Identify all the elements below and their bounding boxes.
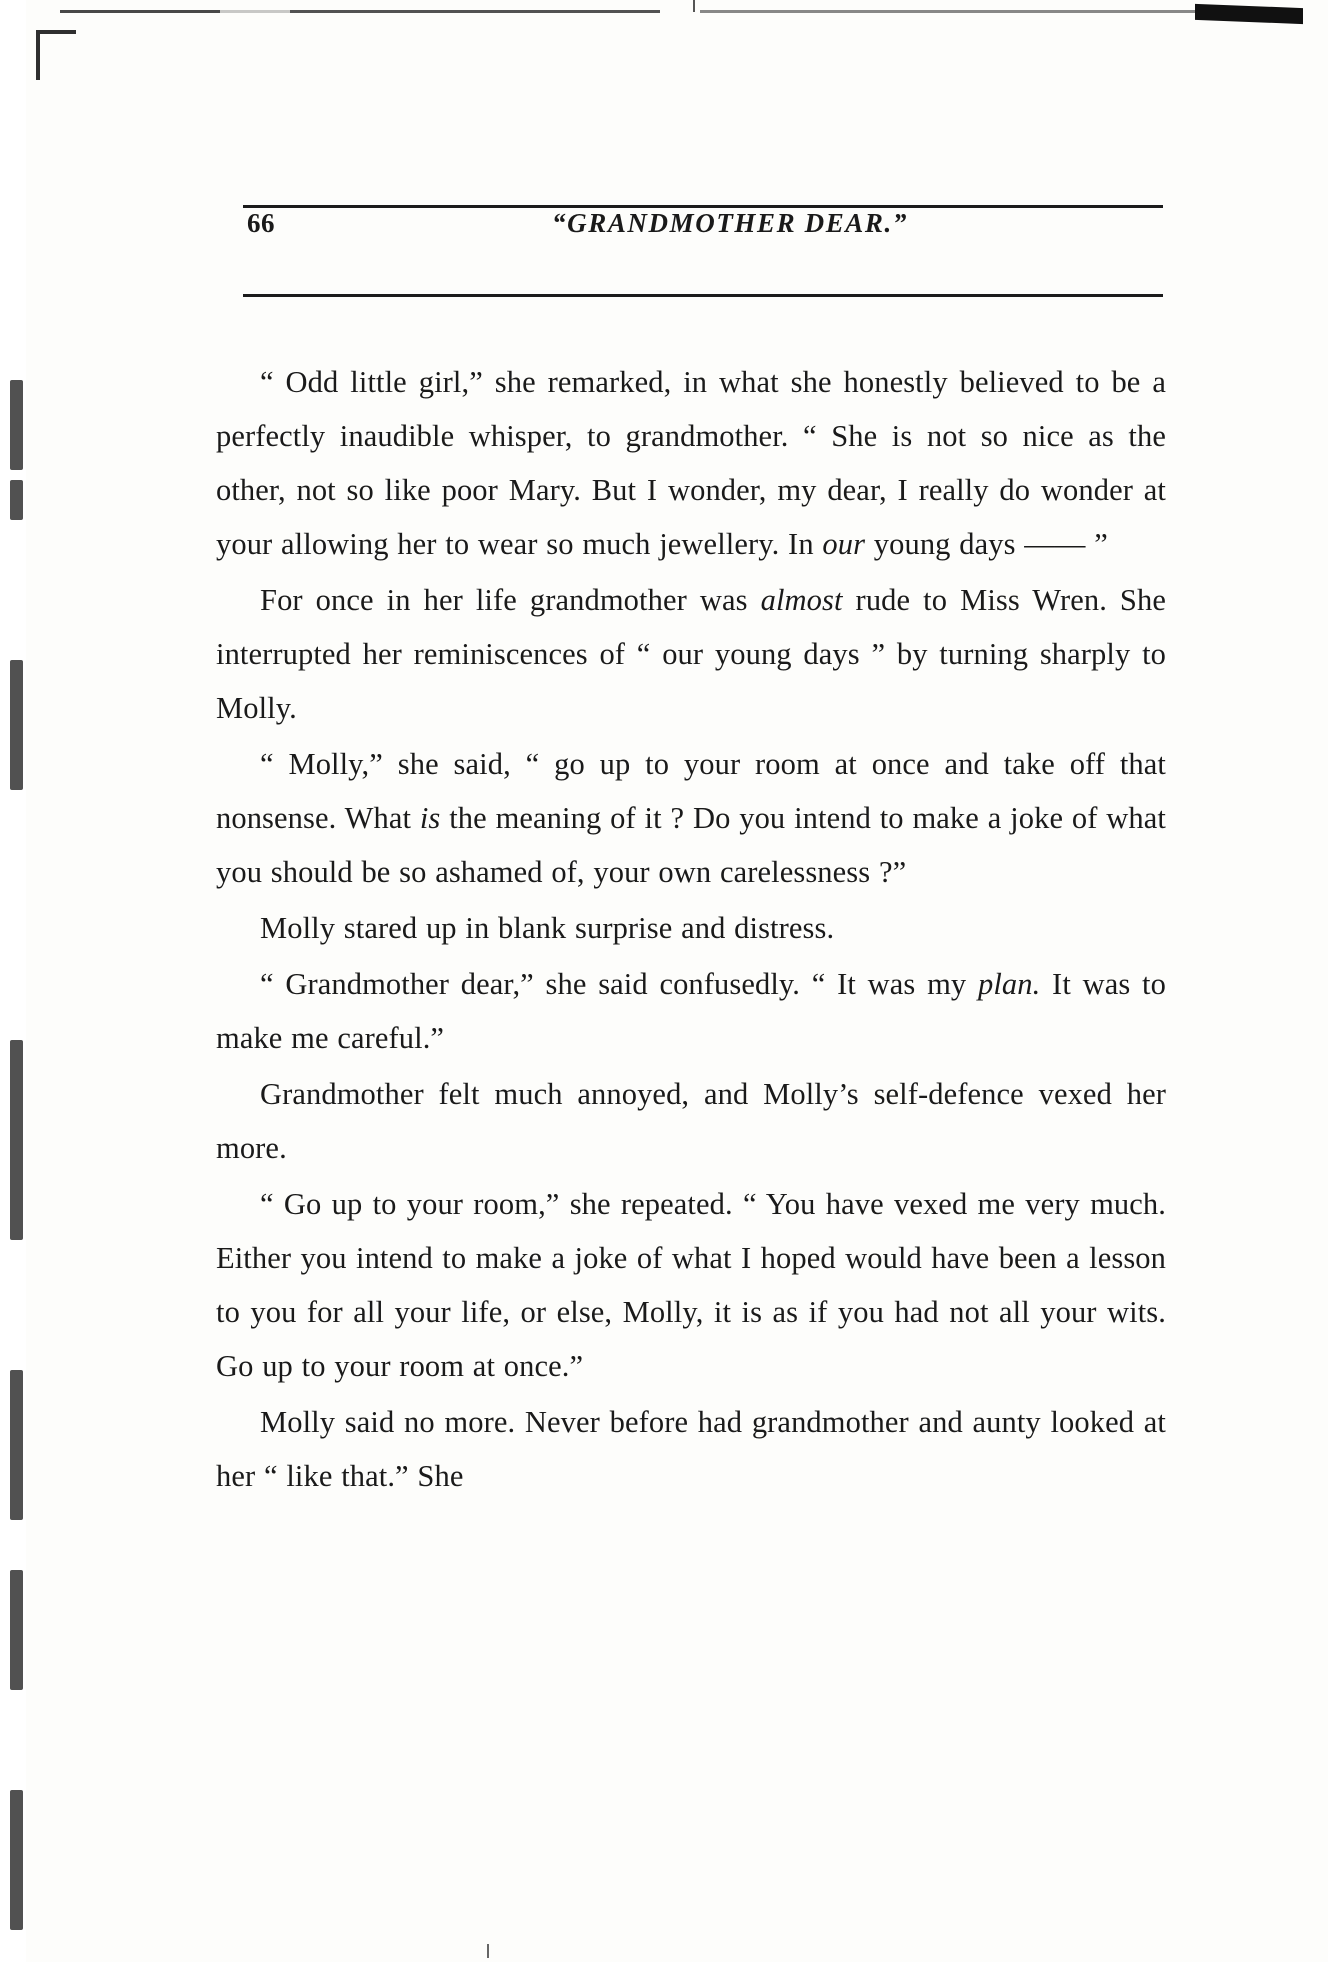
paragraph: Molly said no more. Never before had grandmother and aunty looked at her “ like that.” She: [216, 1405, 1166, 1493]
page-number: 66: [247, 208, 275, 238]
paragraph: “ Grandmother dear,” she said confusedly. “ It was my plan. It was to make me careful.”: [216, 967, 1166, 1055]
header-rule-bottom: [243, 294, 1163, 297]
page-left-border-rule: [36, 30, 40, 80]
paragraph: “ Go up to your room,” she repeated. “ You have vexed me very much. Either you intend to make a joke of what I hoped would have been a lesson to you for all your life, or else, Molly, it is as if you had not all your wits. Go up to your room at once.”: [216, 1187, 1166, 1383]
bottom-registration-tick: [487, 1944, 489, 1958]
top-registration-tick: [693, 0, 695, 12]
scan-left-edge: [0, 0, 26, 1962]
page-corner-rule: [36, 30, 76, 34]
page-body-text: [216, 355, 1166, 1505]
paragraph: Molly stared up in blank surprise and distress.: [260, 911, 835, 945]
paragraph: For once in her life grandmother was almost rude to Miss Wren. She interrupted her reminiscences of “ our young days ” by turning sharply to Molly.: [216, 583, 1166, 725]
page-top-border-rule: [60, 10, 1300, 13]
page-header: [243, 205, 1163, 297]
paragraph: Grandmother felt much annoyed, and Molly’s self-defence vexed her more.: [216, 1077, 1166, 1165]
paragraph: “ Odd little girl,” she remarked, in what she honestly believed to be a perfectly inaudible whisper, to grandmother. “ She is not so nice as the other, not so like poor Mary. But I wonder, my dear, I really do wonder at your allowing her to wear so much jewellery. In our young days —— ”: [216, 365, 1166, 561]
running-head: “GRANDMOTHER DEAR.”: [552, 208, 908, 238]
paragraph: “ Molly,” she said, “ go up to your room at once and take off that nonsense. What is the meaning of it ? Do you intend to make a joke of what you should be so ashamed of, your own carelessness ?”: [216, 747, 1166, 889]
